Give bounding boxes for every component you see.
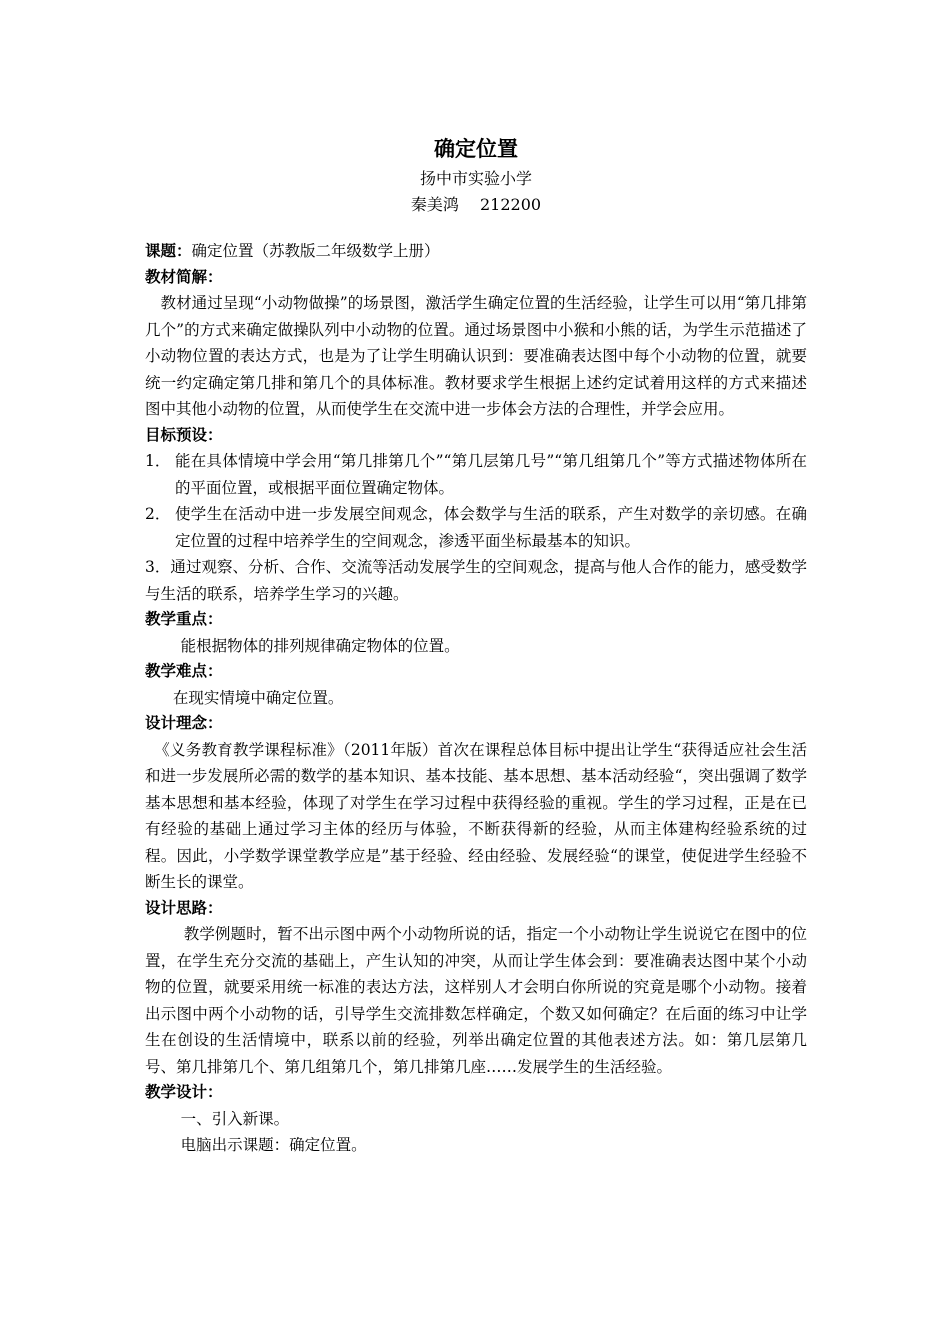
concept-text: 《义务教育教学课程标准》（2011年版）首次在课程总体目标中提出让学生“获得适应社会生活和进一步发展所必需的数学的基本知识、基本技能、基本思想、基本活动经验“，突出强调了数学基本思想和基本经验，体现了对学生在学习过程中获得经验的重视。学生的学习过程，正是在已有经验的基础上通过学习主体的经历与体验，不断获得新的经验，从而主体建构经验系统的过程。因此，小学数学课堂教学应是”基于经验、经由经验、发展经验“的课堂，使促进学生经验不断生长的课堂。 — [145, 740, 807, 891]
goal-text: 通过观察、分析、合作、交流等活动发展学生的空间观念，提高与他人合作的能力，感受数学与生活的联系，培养学生学习的兴趣。 — [145, 558, 807, 603]
key-point-text: 能根据物体的排列规律确定物体的位置。 — [180, 636, 460, 655]
author-line: 秦美鸿 212200 — [410, 195, 542, 214]
goal-item-2 — [145, 501, 807, 554]
goal-number: 3． — [145, 558, 171, 576]
approach-heading: 设计思路： — [145, 898, 223, 917]
spacer — [145, 218, 807, 238]
material-heading: 教材简解： — [145, 267, 223, 286]
difficulty-heading: 教学难点： — [145, 662, 223, 680]
document-title: 确定位置 — [434, 137, 518, 161]
design-step-1: 一、引入新课。 — [180, 1109, 290, 1128]
goals-heading: 目标预设： — [145, 425, 223, 444]
approach-text: 教学例题时，暂不出示图中两个小动物所说的话，指定一个小动物让学生说说它在图中的位置，在学生充分交流的基础上，产生认知的冲突，从而让学生体会到：要准确表达图中某个小动物的位置，就要采用统一标准的表达方法，这样别人才会明白你所说的究竟是哪个小动物。接着出示图中两个小动物的话，引导学生交流排数怎样确定，个数又如何确定？在后面的练习中让学生在创设的生活情境中，联系以前的经验，列举出确定位置的其他表述方法。如：第几层第几号、第几排第几个、第几组第几个，第几排第几座……发展学生的生活经验。 — [145, 925, 807, 1076]
goal-text: 使学生在活动中进一步发展空间观念，体会数学与生活的联系，产生对数学的亲切感。在确定位置的过程中培养学生的空间观念，渗透平面坐标最基本的知识。 — [175, 505, 807, 550]
document-body — [145, 132, 807, 1159]
design-step-1-detail: 电脑出示课题：确定位置。 — [180, 1136, 367, 1154]
goal-number: 1． — [145, 452, 171, 470]
topic-text: 确定位置（苏教版二年级数学上册） — [191, 242, 440, 260]
difficulty-text: 在现实情境中确定位置。 — [172, 688, 344, 707]
goal-number: 2． — [145, 505, 171, 523]
goal-item-1 — [145, 448, 807, 501]
goal-text: 能在具体情境中学会用“第几排第几个”“第几层第几号”“第几组第几个”等方式描述物体所在的平面位置，或根据平面位置确定物体。 — [175, 452, 807, 497]
school-name: 扬中市实验小学 — [419, 169, 532, 188]
material-text: 教材通过呈现“小动物做操”的场景图，激活学生确定位置的生活经验，让学生可以用“第几排第几个”的方式来确定做操队列中小动物的位置。通过场景图中小猴和小熊的话，为学生示范描述了小动物位置的表达方式，也是为了让学生明确认识到：要准确表达图中每个小动物的位置，就要统一约定确定第几排和第几个的具体标准。教材要求学生根据上述约定试着用这样的方式来描述图中其他小动物的位置，从而使学生在交流中进一步体会方法的合理性，并学会应用。 — [145, 294, 807, 418]
concept-heading: 设计理念： — [145, 714, 223, 732]
topic-label: 课题： — [145, 242, 192, 260]
goal-item-3 — [145, 554, 807, 607]
topic-line — [145, 238, 807, 265]
design-heading: 教学设计： — [145, 1083, 223, 1101]
key-point-heading: 教学重点： — [145, 610, 223, 628]
